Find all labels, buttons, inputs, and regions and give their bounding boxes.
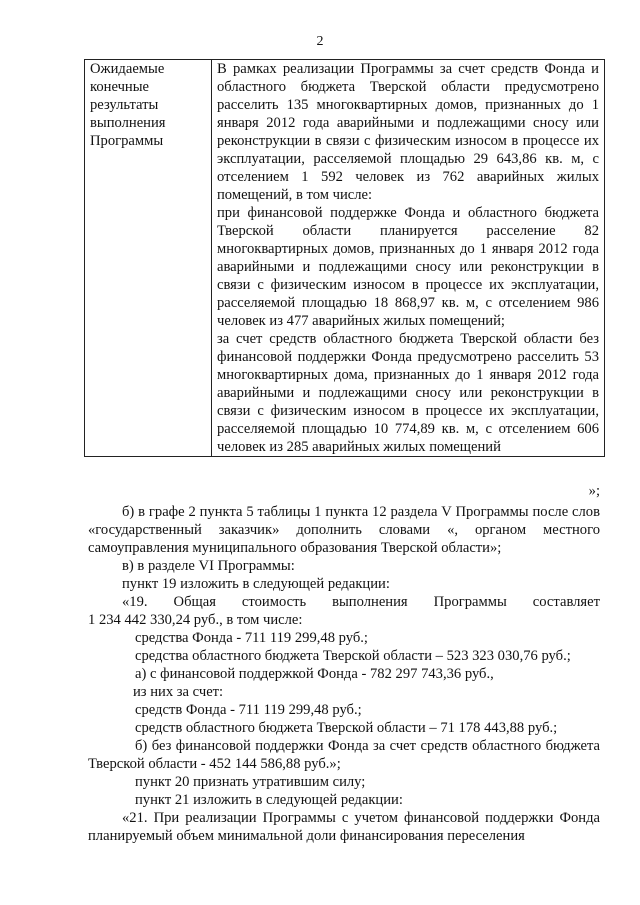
regional-total-line: средства областного бюджета Тверской области – 523 323 030,76 руб.; bbox=[135, 648, 571, 664]
regional-funds-line: средств областного бюджета Тверской области – 71 178 443,88 руб.; bbox=[135, 720, 558, 736]
of-which-line: из них за счет: bbox=[133, 684, 224, 700]
table-paragraph-1: В рамках реализации Программы за счет средств Фонда и областного бюджета Тверской области предусмотрено расселить 135 многоквартирных домов, признанных до 1 января 2012 года аварийными и подлежащими сносу или реконструкции в связи с физическим износом в процессе их эксплуатации, расселяемой площадью 29 643,86 кв. м, с отселением 1 592 человек из 762 аварийных жилых помещений, в том числе: bbox=[217, 61, 599, 203]
point-19-line-2: 1 234 442 330,24 руб., в том числе: bbox=[88, 612, 303, 628]
table-paragraph-2: при финансовой поддержке Фонда и областного бюджета Тверской области планируется расселение 82 многоквартирных домов, признанных до 1 января 2012 года аварийными и подлежащими сносу или реконструкции в связи с физическим износом в процессе их эксплуатации, расселяемой площадью 18 868,97 кв. м, с отселением 986 человек из 477 аварийных жилых помещений; bbox=[217, 205, 599, 329]
fund-funds-line: средств Фонда - 711 119 299,48 руб.; bbox=[135, 702, 362, 718]
point-19-line-1: «19. Общая стоимость выполнения Программы составляет bbox=[122, 594, 600, 610]
closing-quote: »; bbox=[588, 483, 600, 499]
point-21-paragraph: «21. При реализации Программы с учетом финансовой поддержки Фонда планируемый объем минимальной доли финансирования переселения bbox=[88, 810, 600, 844]
with-support-line: а) с финансовой поддержкой Фонда - 782 297 743,36 руб., bbox=[135, 666, 494, 682]
expected-results-table bbox=[84, 59, 605, 457]
table-paragraph-3: за счет средств областного бюджета Тверской области без финансовой поддержки Фонда предусмотрено расселить 53 многоквартирных дома, признанных до 1 января 2012 года аварийными и подлежащими сносу или реконструкции в связи с физическим износом в процессе их эксплуатации, расселяемой площадью 10 774,89 кв. м, с отселением 606 человек из 285 аварийных жилых помещений bbox=[217, 331, 599, 455]
without-support-paragraph: б) без финансовой поддержки Фонда за счет средств областного бюджета Тверской области - 452 144 586,88 руб.»; bbox=[88, 738, 600, 772]
item-b-paragraph: б) в графе 2 пункта 5 таблицы 1 пункта 12 раздела V Программы после слов «государственный заказчик» дополнить словами «, органом местного самоуправления муниципального образования Тверской области»; bbox=[88, 504, 600, 556]
table-content-cell bbox=[212, 60, 605, 457]
page-number: 2 bbox=[316, 34, 324, 49]
item-v-line: в) в разделе VI Программы: bbox=[122, 558, 295, 574]
fund-total-line: средства Фонда - 711 119 299,48 руб.; bbox=[135, 630, 368, 646]
table-row bbox=[85, 60, 605, 457]
table-label-cell: Ожидаемые конечные результаты выполнения Программы bbox=[85, 60, 212, 457]
point-19-intro: пункт 19 изложить в следующей редакции: bbox=[122, 576, 390, 592]
point-21-intro: пункт 21 изложить в следующей редакции: bbox=[135, 792, 403, 808]
point-20-line: пункт 20 признать утратившим силу; bbox=[135, 774, 366, 790]
